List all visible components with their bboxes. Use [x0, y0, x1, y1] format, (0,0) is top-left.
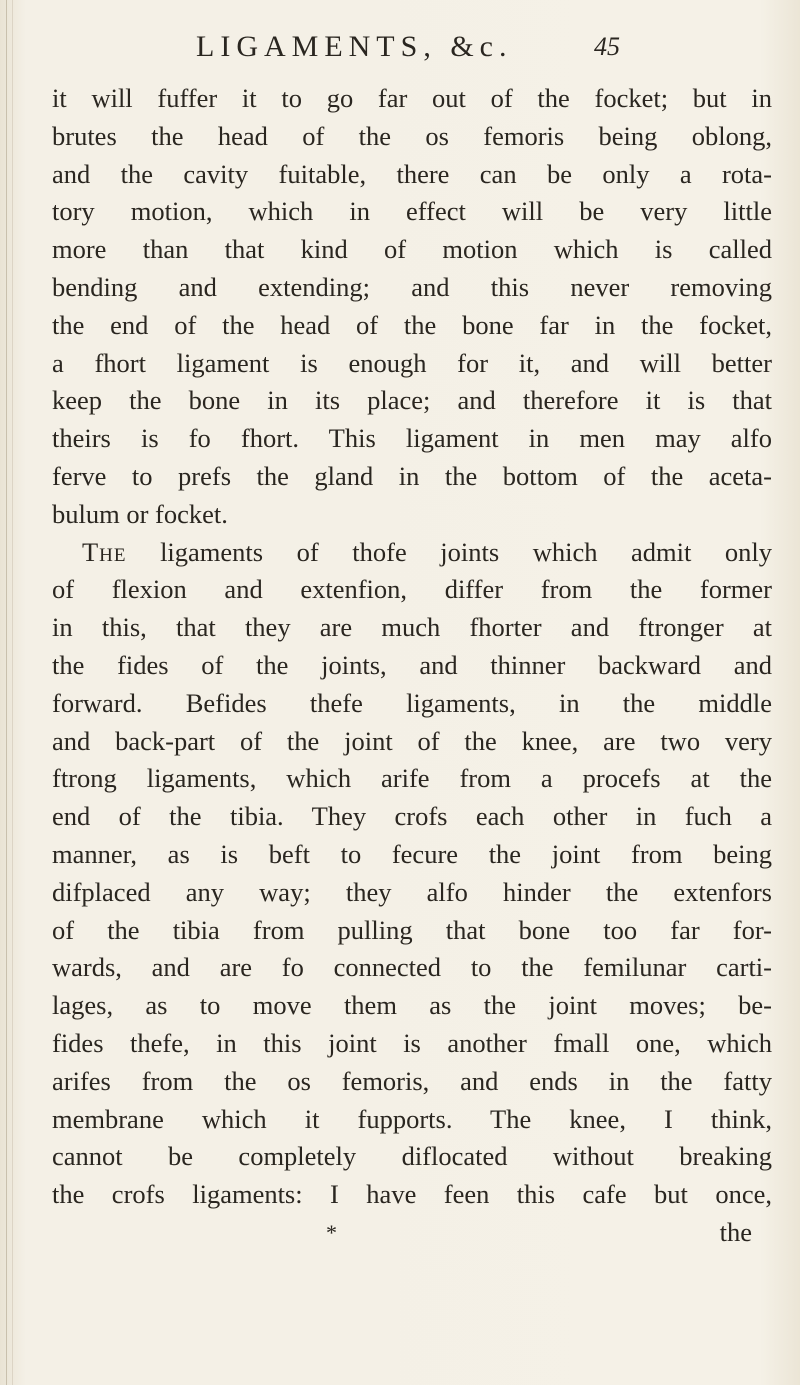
text-line: the end of the head of the bone far in the focket, — [52, 309, 772, 340]
text-line: forward. Befides thefe ligaments, in the middle — [52, 687, 772, 718]
text-line: theirs is fo fhort. This ligament in men may alfo — [52, 423, 772, 454]
page-header — [196, 30, 620, 70]
text-line: difplaced any way; they alfo hinder the extenfors — [52, 876, 772, 907]
text-line: the crofs ligaments: I have feen this cafe but once, — [52, 1179, 772, 1210]
text-line: it will fuffer it to go far out of the focket; but in — [52, 83, 772, 113]
page-number: 45 — [594, 32, 620, 61]
text-line: and back-part of the joint of the knee, are two very — [52, 725, 772, 756]
text-line: and the cavity fuitable, there can be only a rota- — [52, 158, 772, 189]
running-head: LIGAMENTS, &c. — [196, 30, 513, 63]
text-line: ferve to prefs the gland in the bottom of the aceta- — [52, 460, 772, 491]
paragraph-start-line — [52, 534, 772, 572]
text-line: membrane which it fupports. The knee, I think, — [52, 1103, 772, 1134]
text-line: fides thefe, in this joint is another fmall one, which — [52, 1027, 772, 1058]
text-line: manner, as is beft to fecure the joint from being — [52, 838, 772, 869]
footer-line — [52, 1214, 772, 1252]
text-line: cannot be completely diflocated without breaking — [52, 1141, 772, 1172]
text-line: in this, that they are much fhorter and ftronger at — [52, 612, 772, 643]
gutter-edge — [6, 0, 7, 1385]
text-line: arifes from the os femoris, and ends in the fatty — [52, 1065, 772, 1096]
text-line: bending and extending; and this never removing — [52, 271, 772, 302]
gutter-edge — [12, 0, 13, 1385]
catchword: the — [719, 1216, 752, 1247]
text-line: the fides of the joints, and thinner backward and — [52, 649, 772, 680]
body-text — [52, 80, 772, 1252]
paragraph-opening-word: The — [82, 536, 127, 567]
text-line: of the tibia from pulling that bone too far for- — [52, 914, 772, 945]
text-line: wards, and are fo connected to the femilunar carti- — [52, 952, 772, 983]
text-line: a fhort ligament is enough for it, and will better — [52, 347, 772, 378]
text-line: ligaments of thofe joints which admit only — [160, 536, 773, 567]
text-line: more than that kind of motion which is called — [52, 234, 772, 265]
text-line: ftrong ligaments, which arife from a procefs at the — [52, 763, 772, 794]
text-line: end of the tibia. They crofs each other in fuch a — [52, 801, 772, 832]
text-line: tory motion, which in effect will be very little — [52, 196, 772, 227]
text-line: keep the bone in its place; and therefore it is that — [52, 385, 772, 416]
text-line: brutes the head of the os femoris being oblong, — [52, 120, 772, 151]
text-line: lages, as to move them as the joint moves; be- — [52, 990, 772, 1021]
signature-mark: * — [326, 1219, 337, 1245]
text-line: bulum or focket. — [52, 498, 228, 529]
text-line: of flexion and extenfion, differ from the former — [52, 574, 772, 605]
